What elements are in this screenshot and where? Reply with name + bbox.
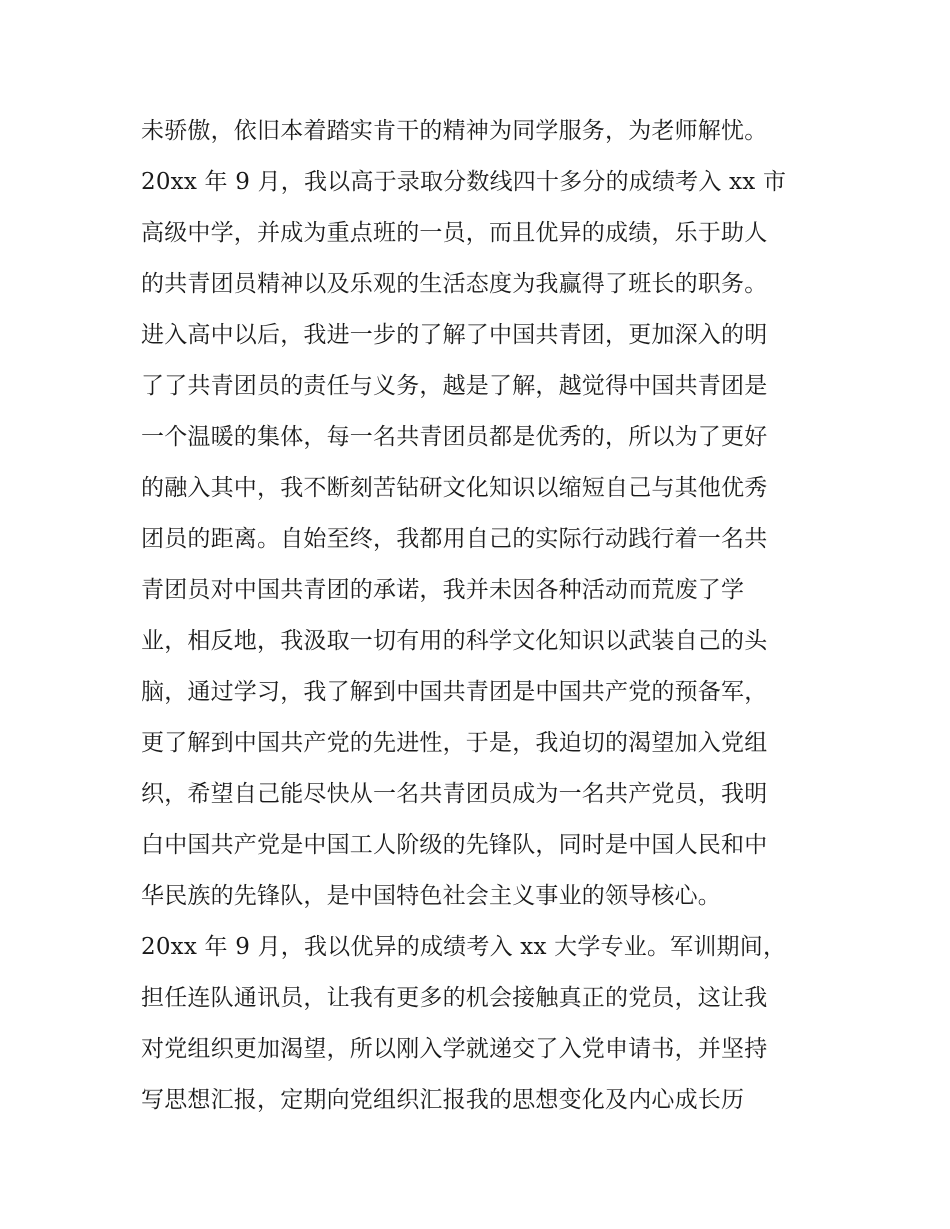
text-line: 的共青团员精神以及乐观的生活态度为我赢得了班长的职务。 [141, 271, 768, 297]
text-line: 白中国共产党是中国工人阶级的先锋队，同时是中国人民和中 [141, 832, 768, 858]
text-line: 担任连队通讯员，让我有更多的机会接触真正的党员，这让我 [141, 985, 768, 1011]
text-line: 未骄傲，依旧本着踏实肯干的精神为同学服务，为老师解忧。 [141, 118, 768, 144]
text-line: 高级中学，并成为重点班的一员，而且优异的成绩，乐于助人 [141, 220, 768, 246]
text-line: 写思想汇报，定期向党组织汇报我的思想变化及内心成长历 [141, 1087, 745, 1113]
text-line: 了了共青团员的责任与义务，越是了解，越觉得中国共青团是 [141, 373, 768, 399]
text-line: 20xx 年 9 月，我以优异的成绩考入 xx 大学专业。军训期间， [141, 934, 787, 960]
text-line: 团员的距离。自始至终，我都用自己的实际行动践行着一名共 [141, 526, 768, 552]
text-line: 20xx 年 9 月，我以高于录取分数线四十多分的成绩考入 xx 市 [141, 169, 787, 195]
document-body [141, 106, 831, 1126]
text-line: 对党组织更加渴望，所以刚入学就递交了入党申请书，并坚持 [141, 1036, 768, 1062]
text-line: 一个温暖的集体，每一名共青团员都是优秀的，所以为了更好 [141, 424, 768, 450]
text-line: 织，希望自己能尽快从一名共青团员成为一名共产党员，我明 [141, 781, 768, 807]
text-line: 进入高中以后，我进一步的了解了中国共青团，更加深入的明 [141, 322, 768, 348]
text-line: 华民族的先锋队，是中国特色社会主义事业的领导核心。 [141, 883, 721, 909]
text-line: 业，相反地，我汲取一切有用的科学文化知识以武装自己的头 [141, 628, 768, 654]
text-line: 的融入其中，我不断刻苦钻研文化知识以缩短自己与其他优秀 [141, 475, 768, 501]
text-line: 脑，通过学习，我了解到中国共青团是中国共产党的预备军， [141, 679, 768, 705]
text-line: 青团员对中国共青团的承诺，我并未因各种活动而荒废了学 [141, 577, 745, 603]
text-line: 更了解到中国共产党的先进性，于是，我迫切的渴望加入党组 [141, 730, 768, 756]
